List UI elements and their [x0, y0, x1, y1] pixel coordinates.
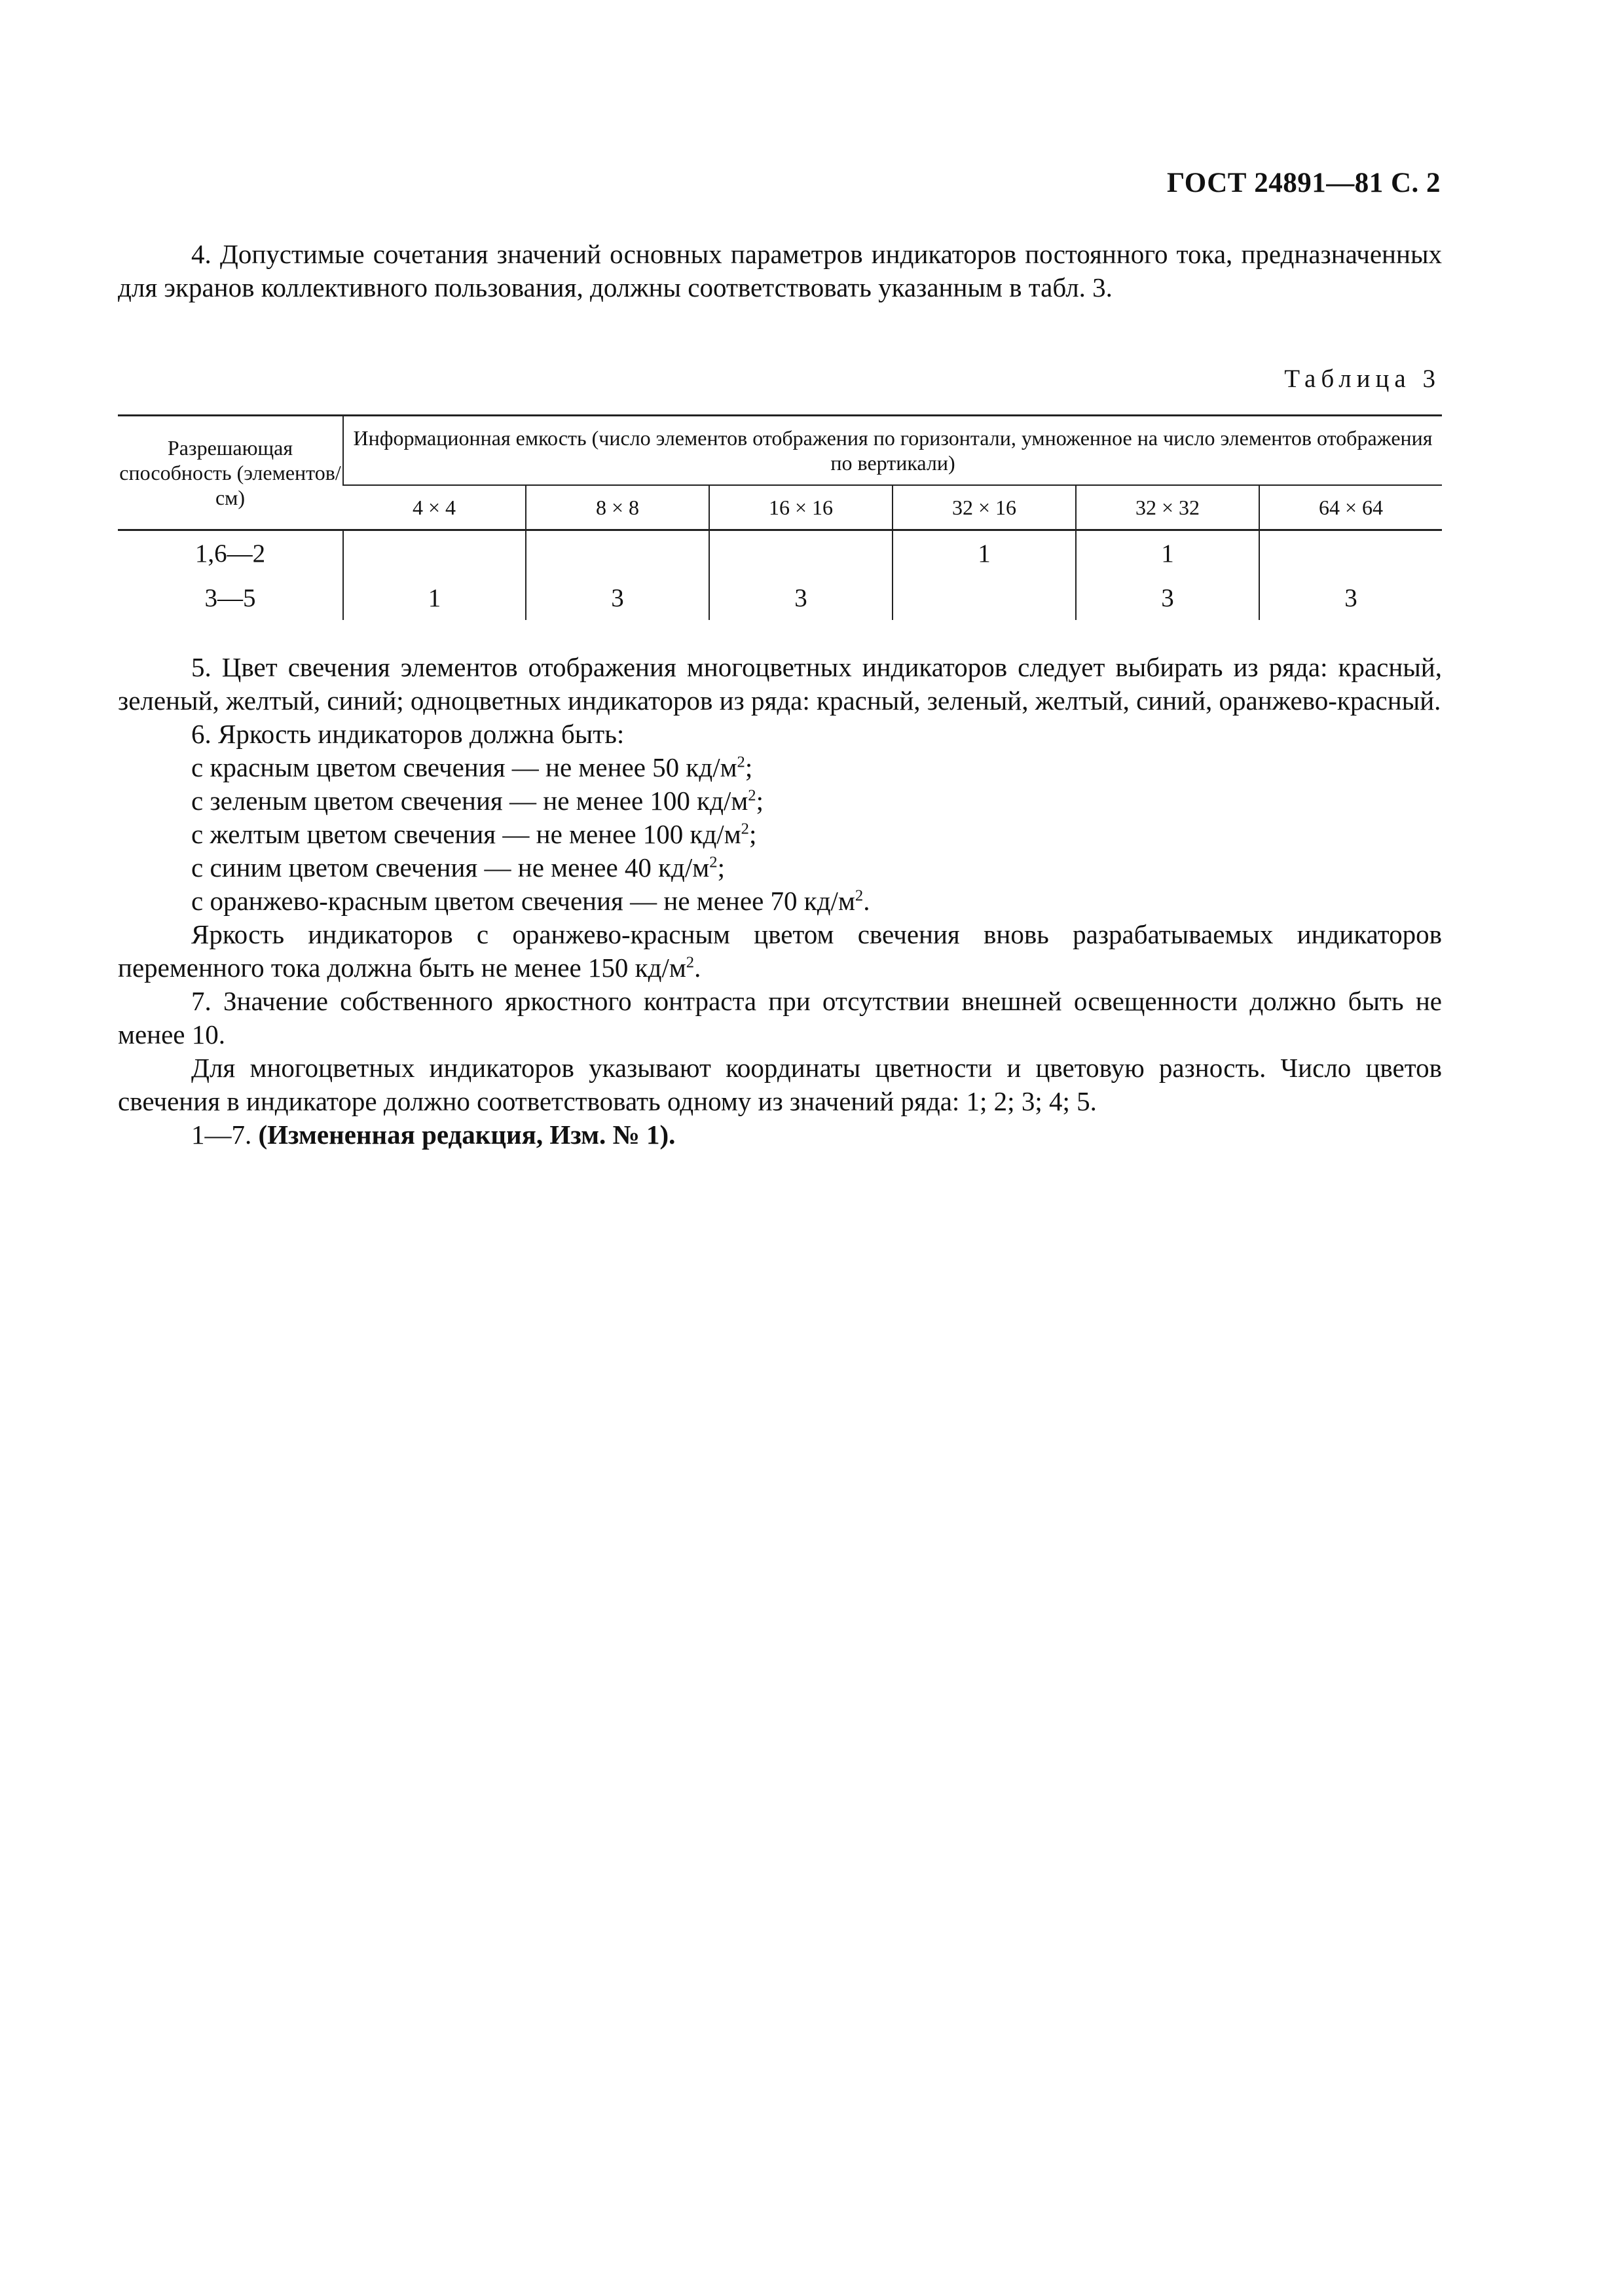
- paragraph-6-intro: 6. Яркость индикаторов должна быть:: [191, 719, 625, 749]
- brightness-item-orange-red: с оранжево-красным цветом свечения — не менее 70 $кд/м^2$.: [191, 886, 870, 916]
- table-cell: [526, 530, 709, 576]
- column-header: 16 × 16: [709, 485, 893, 530]
- table-cell: 1: [893, 530, 1076, 576]
- paragraph-6-ac: Яркость индикаторов с оранжево-красным цветом свечения вновь разрабатываемых индикаторов переменного тока должна быть не менее 150 $кд/м^2$.: [118, 919, 1442, 983]
- table-3: [118, 414, 1442, 620]
- column-header: 8 × 8: [526, 485, 709, 530]
- table-row: [118, 575, 1442, 620]
- paragraph-7: 7. Значение собственного яркостного контраста при отсутствии внешней освещенности должно быть не менее 10.: [118, 986, 1442, 1049]
- paragraph-4-block: [118, 238, 1442, 304]
- table-cell: 3: [1259, 575, 1442, 620]
- table-cell: 3: [1076, 575, 1259, 620]
- paragraph-5: 5. Цвет свечения элементов отображения многоцветных индикаторов следует выбирать из ряда: красный, зеленый, желтый, синий; одноцветных индикаторов из ряда: красный, зеленый, желтый, синий, оранжево-красный.: [118, 652, 1442, 716]
- brightness-item-red: с красным цветом свечения — не менее 50 $кд/м^2$;: [191, 752, 753, 782]
- column-header: 4 × 4: [343, 485, 526, 530]
- paragraphs-5-7: [118, 651, 1442, 1152]
- table-cell: [893, 575, 1076, 620]
- paragraph-4: 4. Допустимые сочетания значений основных параметров индикаторов постоянного тока, предназначенных для экранов коллективного пользования, должны соответствовать указанным в табл. 3.: [118, 239, 1442, 302]
- table-row: [118, 530, 1442, 576]
- column-header: 32 × 32: [1076, 485, 1259, 530]
- paragraph-7b: Для многоцветных индикаторов указывают координаты цветности и цветовую разность. Число цветов свечения в индикаторе должно соответствовать одному из значений ряда: 1; 2; 3; 4; 5.: [118, 1053, 1442, 1116]
- table-caption: Таблица 3: [1284, 365, 1441, 393]
- row-label: 1,6—2: [194, 539, 266, 568]
- table-cell: [709, 530, 893, 576]
- table-cell: [1259, 530, 1442, 576]
- amendment-note: 1—7. (Измененная редакция, Изм. № 1).: [191, 1120, 676, 1150]
- table-cell: 1: [1076, 530, 1259, 576]
- brightness-item-green: с зеленым цветом свечения — не менее 100 $кд/м^2$;: [191, 786, 764, 816]
- brightness-item-blue: с синим цветом свечения — не менее 40 $кд/м^2$;: [191, 852, 725, 883]
- row-label: 3—5: [204, 583, 256, 612]
- row-header: Разрешающая способность (элементов/см): [118, 416, 343, 530]
- table-cell: 1: [343, 575, 526, 620]
- group-header: Информационная емкость (число элементов отображения по горизонтали, умноженное на число элементов отображения по вертикали): [343, 416, 1442, 486]
- table-cell: 3: [526, 575, 709, 620]
- table-cell: 3: [709, 575, 893, 620]
- column-header: 32 × 16: [893, 485, 1076, 530]
- column-header: 64 × 64: [1259, 485, 1442, 530]
- brightness-item-yellow: с желтым цветом свечения — не менее 100 $кд/м^2$;: [191, 819, 757, 849]
- table-cell: [343, 530, 526, 576]
- page-header: ГОСТ 24891—81 С. 2: [1166, 168, 1441, 198]
